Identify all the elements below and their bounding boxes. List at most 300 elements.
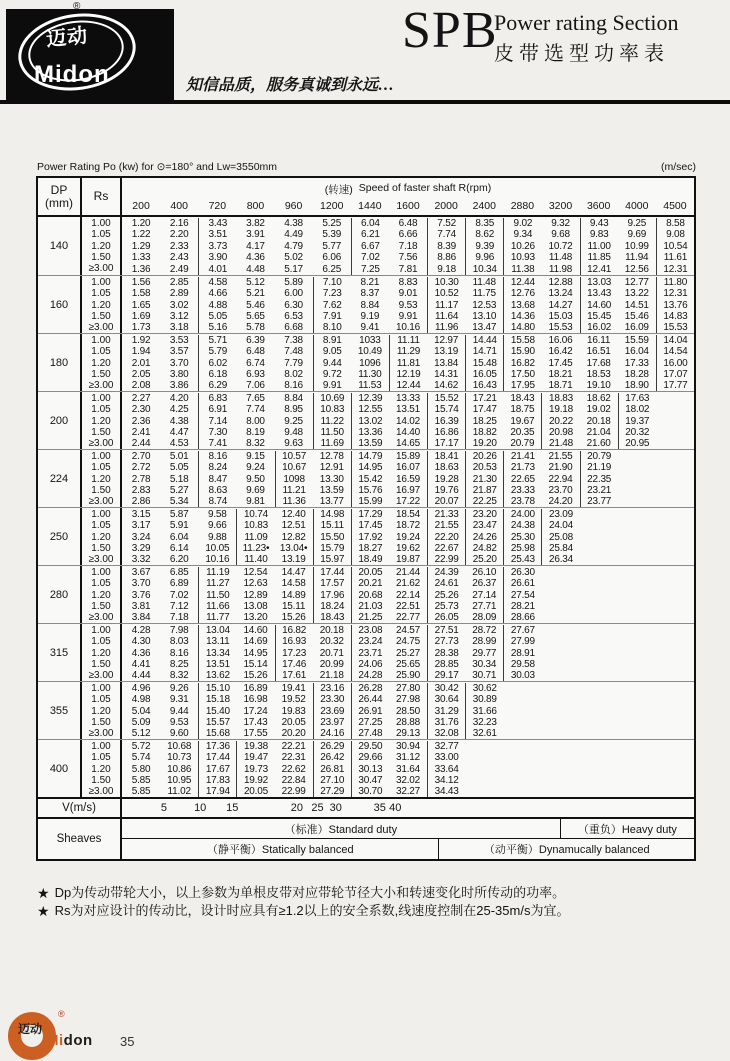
power-value-cell — [656, 694, 694, 705]
power-value-cell: 15.26 — [243, 670, 268, 682]
power-values — [122, 334, 694, 391]
power-value-cell: 11.21 — [275, 485, 313, 496]
power-value-cell: 10.99 — [624, 240, 649, 252]
power-value-cell: 5.27 — [169, 484, 189, 496]
power-value-cell: 34.43 — [427, 786, 465, 797]
power-value-cell — [656, 578, 694, 589]
power-value-cell: 13.24 — [548, 288, 573, 300]
power-value-cell: 2.44 — [131, 438, 151, 450]
power-value-cell: 21.03 — [351, 601, 389, 612]
power-value-cell: 5.34 — [169, 496, 189, 508]
power-value-cell — [580, 694, 618, 705]
power-value-cell: 26.05 — [427, 612, 465, 623]
power-value-cell: 28.88 — [395, 716, 420, 728]
power-value-cell — [656, 474, 694, 485]
rs-value: 1.00 — [91, 451, 111, 462]
power-value-cell: 28.85 — [427, 659, 465, 670]
dp-group — [38, 681, 694, 739]
power-value-cell: 21.55 — [427, 520, 465, 531]
power-value-cell: 23.97 — [313, 717, 351, 728]
rs-value: ≥3.00 — [88, 496, 114, 508]
power-value-cell: 11.77 — [198, 612, 236, 623]
rpm-column-header-value: 2000 — [434, 200, 458, 212]
power-value-cell: 4.44 — [131, 670, 151, 682]
power-value-cell: 15.59 — [624, 335, 649, 346]
power-value-cell: 18.21 — [548, 368, 573, 380]
power-value-cell: 5.79 — [198, 346, 236, 357]
rs-value: 1.20 — [91, 763, 111, 775]
power-value-cell: 23.78 — [503, 496, 541, 507]
rs-value: 1.50 — [91, 251, 111, 263]
power-value-cell: 21.60 — [586, 438, 611, 450]
power-value-cell: 7.74 — [427, 229, 465, 240]
power-value-cell: 13.33 — [395, 393, 420, 404]
power-value-cell: 15.68 — [198, 728, 236, 739]
header-divider — [0, 100, 730, 104]
power-values — [122, 217, 694, 275]
power-value-cell: 30.42 — [427, 683, 465, 694]
page-title — [494, 10, 679, 66]
power-value-cell: 20.18 — [586, 415, 611, 427]
footer-brand-name — [46, 1032, 93, 1049]
power-value-cell — [656, 636, 694, 647]
power-value-cell: 21.33 — [427, 509, 465, 520]
power-value-cell: 28.09 — [472, 612, 497, 624]
power-value-cell: 13.03 — [580, 277, 618, 288]
power-value-cell: 10.16 — [205, 554, 230, 566]
power-value-cell — [541, 670, 579, 681]
power-value-cell: 5.05 — [169, 462, 189, 474]
power-value-cell — [580, 578, 618, 589]
power-value-cell: 24.38 — [503, 520, 541, 531]
power-value-cell — [541, 728, 579, 739]
power-value-cell — [656, 438, 694, 449]
power-value-cell: 10.74 — [236, 509, 274, 520]
dp-value: 200 — [38, 392, 82, 449]
power-value-cell: 26.81 — [313, 764, 351, 775]
power-value-cell: 26.28 — [351, 683, 389, 694]
power-value-cell: 21.55 — [548, 451, 573, 462]
power-value-cell: 11.50 — [198, 590, 236, 601]
power-value-cell: 9.41 — [360, 322, 380, 334]
power-value-cell: 12.82 — [281, 531, 306, 543]
power-value-cell — [580, 601, 618, 612]
power-value-cell: 6.68 — [284, 322, 303, 334]
power-value-cell: 1098 — [275, 474, 313, 485]
power-value-cell — [503, 752, 541, 763]
power-value-cell: 4.17 — [246, 240, 265, 252]
power-value-cell: 19.10 — [586, 380, 611, 392]
footnote-dp-text: Dp为传动带轮大小，以上参数为单根皮带对应带轮节径大小和转速变化时所传动的功率。 — [54, 885, 566, 900]
power-value-cell: 21.19 — [580, 462, 618, 473]
power-value-cell: 4.38 — [169, 415, 189, 427]
power-value-cell: 18.75 — [510, 404, 535, 416]
power-value-cell: 9.72 — [313, 369, 351, 380]
power-value-cell: 11.48 — [548, 252, 573, 264]
power-value-cell — [618, 752, 656, 763]
power-value-cell: 17.44 — [313, 567, 351, 578]
power-value-cell: 9.68 — [551, 229, 570, 241]
power-value-cell: 13.02 — [351, 416, 389, 427]
power-value-cell: 13.36 — [351, 427, 389, 438]
power-value-cell: 15.10 — [198, 683, 236, 694]
power-value-cell: 9.25 — [284, 415, 303, 427]
power-value-cell: 17.63 — [618, 393, 656, 404]
rs-value: 1.50 — [91, 716, 111, 728]
power-value-cell: 11.53 — [358, 380, 382, 392]
power-value-cell: 8.32 — [246, 438, 265, 450]
power-value-cell: 14.95 — [243, 647, 268, 659]
dp-group — [38, 391, 694, 449]
rs-value: 1.05 — [91, 346, 111, 358]
power-value-cell: 11.27 — [198, 578, 236, 589]
power-value-cell: 5.12 — [131, 728, 151, 740]
power-value-cell: 18.25 — [465, 416, 503, 427]
power-value-cell — [541, 659, 579, 670]
power-value-cell — [541, 717, 579, 728]
power-value-cell: 23.20 — [465, 509, 503, 520]
power-value-cell: 23.21 — [580, 485, 618, 496]
power-value-cell: 32.23 — [465, 717, 503, 728]
power-value-cell: 19.24 — [395, 531, 420, 543]
power-value-cell: 1.92 — [131, 335, 151, 346]
power-value-cell — [465, 786, 503, 797]
rpm-column-header-value: 1200 — [320, 200, 344, 212]
power-value-cell — [541, 775, 579, 786]
power-value-cell — [656, 764, 694, 775]
power-value-cell — [465, 775, 503, 786]
rs-value: 1.05 — [91, 694, 111, 706]
power-value-cell — [656, 648, 694, 659]
power-value-cell: 2.30 — [131, 404, 151, 416]
power-value-cell — [503, 741, 541, 752]
power-value-cell — [580, 683, 618, 694]
power-value-cell: 11.80 — [656, 277, 694, 288]
power-value-cell: 6.67 — [351, 241, 389, 252]
power-value-cell: 18.43 — [313, 612, 351, 623]
power-value-cell — [580, 625, 618, 636]
power-value-cell: 12.56 — [624, 263, 649, 275]
dp-column-header — [38, 178, 82, 215]
rs-value: ≥3.00 — [88, 670, 114, 682]
dp-group — [38, 449, 694, 507]
power-value-cell: 23.70 — [548, 484, 573, 496]
power-value-cell: 9.96 — [465, 252, 503, 263]
power-value-cell: 28.99 — [472, 636, 497, 648]
power-value-cell: 17.45 — [351, 520, 389, 531]
power-value-cell — [503, 706, 541, 717]
v-tick: 35 — [373, 802, 386, 814]
power-value-cell: 15.42 — [351, 474, 389, 485]
power-value-cell: 15.14 — [243, 658, 268, 670]
rs-column — [82, 682, 122, 739]
power-value-cell: 16.07 — [395, 462, 420, 474]
power-value-cell: 10.69 — [313, 393, 351, 404]
power-value-cell: 2.86 — [131, 496, 151, 508]
power-value-cell: 8.39 — [427, 241, 465, 252]
power-value-cell: 17.94 — [198, 786, 236, 797]
power-rating-table — [36, 176, 696, 861]
power-value-cell: 15.99 — [351, 496, 389, 507]
power-value-cell: 20.79 — [510, 438, 535, 450]
power-value-cell: 20.71 — [319, 647, 344, 659]
power-value-cell: 9.34 — [503, 229, 541, 240]
power-value-cell: 11.11 — [389, 335, 427, 346]
power-value-cell — [580, 567, 618, 578]
power-value-cell: 20.99 — [319, 658, 344, 670]
power-values — [122, 508, 694, 565]
power-value-cell: 24.61 — [427, 578, 465, 589]
power-value-cell: 26.61 — [503, 578, 541, 589]
power-value-cell: 3.90 — [198, 252, 236, 263]
rs-value: 1.00 — [91, 509, 111, 520]
power-value-cell: 5.87 — [169, 509, 189, 520]
power-value-cell: 18.49 — [351, 554, 389, 565]
v-tick: 10 — [194, 802, 207, 814]
power-value-cell: 1.58 — [131, 288, 151, 300]
power-value-cell: 24.39 — [427, 567, 465, 578]
power-value-cell: 2.70 — [131, 451, 151, 462]
power-value-cell: 12.89 — [243, 589, 268, 601]
power-value-cell: 1.33 — [131, 252, 151, 264]
power-value-cell: 15.97 — [313, 554, 351, 565]
power-value-cell: 1.73 — [131, 322, 151, 334]
power-value-cell: 17.43 — [243, 716, 268, 728]
power-value-cell: 11.64 — [427, 311, 465, 322]
power-value-cell: 13.10 — [472, 310, 497, 322]
power-value-cell: 22.84 — [281, 774, 306, 786]
power-value-cell: 3.57 — [169, 346, 189, 358]
power-value-cell: 18.54 — [395, 509, 420, 520]
power-value-cell: 1.29 — [131, 240, 151, 252]
power-value-cell: 12.76 — [503, 288, 541, 299]
power-value-cell: 30.94 — [395, 741, 420, 752]
power-values — [122, 450, 694, 507]
power-value-cell: 11.40 — [236, 554, 274, 565]
power-value-cell: 32.77 — [427, 741, 465, 752]
power-value-cell: 21.04 — [586, 426, 611, 438]
power-value-cell — [580, 717, 618, 728]
power-value-cell: 6.29 — [198, 380, 236, 391]
power-value-cell: 7.48 — [284, 346, 303, 358]
power-value-cell — [503, 775, 541, 786]
power-value-cell: 26.29 — [313, 741, 351, 752]
power-value-cell: 25.98 — [503, 543, 541, 554]
power-value-cell: 19.62 — [395, 542, 420, 554]
power-value-cell: 30.64 — [427, 694, 465, 705]
rpm-column-header-value: 800 — [246, 200, 265, 212]
power-value-cell: 10.73 — [167, 752, 192, 764]
power-value-cell: 22.31 — [281, 752, 306, 764]
power-value-cell: 24.16 — [313, 728, 351, 739]
power-value-cell: 26.37 — [472, 578, 497, 590]
power-value-cell: 18.72 — [395, 520, 420, 532]
power-value-cell: 6.14 — [169, 542, 189, 554]
dp-value: 224 — [38, 450, 82, 507]
power-value-cell: 27.29 — [313, 786, 351, 797]
power-value-cell: 13.22 — [624, 288, 649, 300]
rpm-column-header-value: 720 — [208, 200, 227, 212]
power-value-cell: 18.90 — [624, 380, 649, 392]
power-value-cell: 19.37 — [618, 416, 656, 427]
power-value-cell: 27.99 — [503, 636, 541, 647]
power-value-cell: 14.71 — [465, 346, 503, 357]
power-value-cell: 26.10 — [472, 567, 497, 578]
power-value-cell: 8.21 — [360, 277, 380, 288]
power-value-cell — [618, 648, 656, 659]
power-value-cell: 5.12 — [246, 277, 265, 288]
power-value-cell: 24.57 — [395, 625, 420, 636]
power-value-cell: 2.16 — [169, 218, 189, 229]
power-value-cell: 7.12 — [169, 600, 189, 612]
power-value-cell: 14.36 — [503, 311, 541, 322]
power-value-cell: 14.60 — [580, 300, 618, 311]
power-value-cell — [580, 532, 618, 543]
rpm-column-header-value: 400 — [170, 200, 188, 212]
power-value-cell: 23.24 — [351, 636, 389, 647]
power-value-cell — [503, 728, 541, 739]
power-value-cell: 17.95 — [503, 380, 541, 391]
power-value-cell: 4.28 — [131, 625, 151, 636]
rs-value: 1.00 — [91, 393, 111, 404]
power-value-cell: 11.85 — [580, 252, 618, 263]
power-value-cell: 13.76 — [656, 300, 694, 311]
power-value-cell: 11.23• — [236, 543, 274, 554]
power-value-cell: 4.20 — [169, 393, 189, 404]
power-value-cell: 6.39 — [246, 335, 265, 346]
power-value-cell — [618, 485, 656, 496]
power-value-cell: 17.50 — [503, 369, 541, 380]
power-value-cell: 13.34 — [198, 648, 236, 659]
power-value-cell: 5.72 — [131, 741, 151, 752]
power-value-cell: 6.93 — [246, 368, 265, 380]
power-value-cell — [541, 636, 579, 647]
power-value-cell: 3.15 — [131, 509, 151, 520]
power-value-cell: 12.77 — [624, 277, 649, 288]
power-value-cell: 3.84 — [131, 612, 151, 624]
power-value-cell: 13.04• — [279, 542, 308, 554]
power-value-cell: 9.25 — [627, 218, 647, 229]
power-value-cell: 20.22 — [541, 416, 579, 427]
power-value-cell: 20.07 — [427, 496, 465, 507]
power-value-cell: 12.78 — [319, 451, 344, 462]
power-value-cell: 27.73 — [427, 636, 465, 647]
power-value-cell — [618, 496, 656, 507]
power-value-cell: 2.43 — [169, 252, 189, 264]
power-value-cell: 13.59 — [319, 484, 344, 496]
power-value-cell: 23.16 — [313, 683, 351, 694]
power-value-cell: 4.48 — [246, 263, 265, 275]
rs-column — [82, 450, 122, 507]
power-value-cell: 6.30 — [284, 299, 303, 311]
power-value-cell — [618, 786, 656, 797]
power-value-cell — [618, 532, 656, 543]
power-value-cell: 15.11 — [313, 520, 351, 531]
power-value-cell: 2.01 — [131, 357, 151, 369]
rs-column — [82, 334, 122, 391]
dp-group — [38, 333, 694, 391]
power-value-cell: 8.63 — [198, 485, 236, 496]
power-value-cell: 19.47 — [236, 752, 274, 763]
power-value-cell: 9.60 — [169, 728, 189, 740]
rpm-column-header-value: 2400 — [472, 200, 496, 212]
power-value-cell: 11.50 — [313, 427, 351, 438]
power-value-cell: 1.56 — [131, 277, 151, 288]
power-value-cell: 10.83 — [313, 404, 351, 415]
power-value-cell: 17.77 — [656, 380, 694, 391]
rs-value: ≥3.00 — [88, 263, 114, 275]
v-tick: 5 — [160, 802, 168, 814]
power-value-cell: 25.84 — [541, 543, 579, 554]
power-value-cell — [541, 612, 579, 623]
power-value-cell: 9.24 — [246, 462, 265, 474]
power-value-cell: 6.06 — [322, 252, 342, 264]
power-value-cell: 16.98 — [243, 694, 268, 706]
power-value-cell: 9.50 — [246, 473, 265, 485]
power-value-cell: 14.27 — [548, 299, 573, 311]
power-value-cell: 21.18 — [319, 670, 344, 682]
power-value-cell: 22.99 — [281, 786, 306, 798]
dp-header-label: DP — [50, 182, 68, 197]
power-value-cell — [618, 601, 656, 612]
power-value-cell: 16.02 — [580, 322, 618, 333]
power-value-cell: 12.19 — [389, 369, 427, 380]
rs-value: 1.20 — [91, 299, 111, 311]
power-value-cell — [580, 659, 618, 670]
rs-value: ≥3.00 — [88, 438, 114, 450]
power-value-cell: 19.28 — [427, 474, 465, 485]
rs-value: 1.05 — [91, 288, 111, 300]
power-value-cell: 32.27 — [395, 786, 420, 798]
power-value-cell — [656, 543, 694, 554]
power-value-cell: 4.96 — [131, 683, 151, 694]
power-value-cell: 12.97 — [434, 335, 459, 346]
power-value-cell: 9.08 — [656, 229, 694, 240]
power-value-cell: 9.91 — [398, 310, 418, 322]
power-value-cell: 19.02 — [586, 404, 611, 416]
power-value-cell: 5.91 — [169, 520, 189, 532]
power-value-cell: 7.23 — [313, 288, 351, 299]
dp-value: 400 — [38, 740, 82, 797]
power-value-cell — [541, 706, 579, 717]
power-value-cell: 10.05 — [205, 542, 230, 554]
power-value-cell: 14.40 — [395, 426, 420, 438]
power-value-cell: 9.02 — [503, 218, 541, 229]
rs-value: 1.05 — [91, 578, 111, 590]
power-value-cell: 17.68 — [586, 357, 611, 369]
power-value-cell: 19.20 — [465, 438, 503, 449]
power-value-cell: 14.89 — [281, 589, 306, 601]
power-value-cell: 7.14 — [198, 416, 236, 427]
power-value-cell: 7.18 — [169, 612, 189, 624]
power-value-cell: 20.05 — [281, 716, 306, 728]
power-value-cell: 6.21 — [351, 229, 389, 240]
power-value-cell: 29.13 — [395, 728, 420, 740]
power-value-cell — [618, 741, 656, 752]
brand-name-chinese: 迈动 — [45, 24, 90, 52]
power-value-cell: 27.25 — [351, 717, 389, 728]
rpm-column-header-value: 1440 — [358, 200, 382, 212]
power-value-cell: 22.51 — [395, 600, 420, 612]
power-value-cell: 18.27 — [351, 543, 389, 554]
power-value-cell: 14.47 — [281, 567, 306, 578]
power-value-cell — [465, 764, 503, 775]
rs-column — [82, 566, 122, 623]
power-value-cell — [503, 786, 541, 797]
power-value-cell: 11.29 — [389, 346, 427, 357]
rs-value: 1.05 — [91, 229, 111, 241]
rs-value: 1.20 — [91, 531, 111, 543]
